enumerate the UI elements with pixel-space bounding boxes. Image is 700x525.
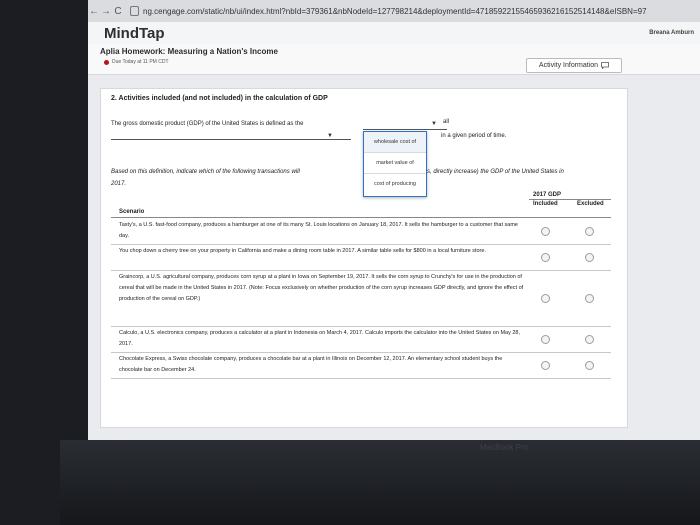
forward-button[interactable]: →: [101, 5, 111, 17]
definition-text: The gross domestic product (GDP) of the United States is defined as the: [111, 121, 304, 127]
scenario-text: Chocolate Express, a Swiss chocolate company, produces a chocolate bar at a plant in Illinois on December 12, 2017. An elementary school student buys the chocolate bar on December 24.: [119, 356, 503, 373]
instruction-year: 2017.: [111, 181, 127, 187]
blank-underline-2: [363, 129, 447, 130]
dropdown-option[interactable]: wholesale cost of: [364, 132, 426, 153]
back-button[interactable]: ←: [89, 5, 99, 17]
address-bar[interactable]: ng.cengage.com/static/nb/ui/index.html?nbId=379361&nbNodeId=127798214&deploymentId=47185922155465936216152514148&eISBN=97: [143, 6, 647, 16]
laptop-screen: [88, 0, 700, 440]
excluded-radio[interactable]: [585, 335, 594, 344]
dropdown-2-arrow[interactable]: ▼: [431, 121, 437, 127]
column-header-scenario: Scenario: [119, 209, 145, 215]
question-panel: [100, 88, 628, 428]
scenario-text: Tasty's, a U.S. fast-food company, produces a hamburger at one of its many St. Louis locations on January 18, 2017. It sells the hamburger to a customer that same day.: [119, 222, 518, 239]
instruction-text-end: s, directly increase) the GDP of the United States in: [427, 169, 564, 175]
table-row: [111, 218, 611, 245]
column-group-header: 2017 GDP: [533, 192, 562, 198]
homework-title: Aplia Homework: Measuring a Nation's Income: [100, 47, 278, 56]
included-radio[interactable]: [541, 361, 550, 370]
scenario-text: You chop down a cherry tree on your property in California and make a dining room table in 2017. A similar table sells for $800 in a local furniture store.: [119, 248, 486, 254]
dropdown-1-arrow[interactable]: ▼: [327, 133, 333, 139]
question-title: 2. Activities included (and not included) in the calculation of GDP: [111, 95, 328, 102]
user-name[interactable]: Breana Amburn: [649, 30, 694, 36]
due-status-icon: [104, 60, 109, 65]
activity-information-button[interactable]: [526, 58, 622, 73]
included-radio[interactable]: [541, 335, 550, 344]
scenario-text: Calculo, a U.S. electronics company, produces a calculator at a plant in Indonesia on March 4, 2017. Calculo imports the calculator into the United States on May 28, 2017.: [119, 330, 521, 347]
definition-text-end: in a given period of time.: [441, 133, 507, 139]
speech-bubble-icon: [601, 62, 609, 69]
excluded-radio[interactable]: [585, 361, 594, 370]
due-date-text: Due Today at 11 PM CDT: [112, 59, 169, 65]
activity-information-label: Activity Information: [538, 62, 599, 69]
included-radio[interactable]: [541, 253, 550, 262]
excluded-radio[interactable]: [585, 253, 594, 262]
included-radio[interactable]: [541, 227, 550, 236]
mindtap-logo[interactable]: MindTap: [104, 25, 165, 42]
table-row: [111, 326, 611, 353]
gdp-definition-dropdown[interactable]: [363, 131, 427, 197]
included-radio[interactable]: [541, 294, 550, 303]
table-row: [111, 352, 611, 379]
mindtap-header: [88, 22, 700, 45]
column-header-included: Included: [533, 201, 558, 207]
due-date: [104, 59, 169, 65]
laptop-model-label: MacBook Pro: [480, 443, 529, 452]
page-icon: [130, 6, 139, 16]
excluded-radio[interactable]: [585, 294, 594, 303]
browser-toolbar: [88, 0, 700, 23]
blank-underline: [111, 139, 351, 140]
header-divider: [529, 199, 611, 200]
homework-bar: [88, 44, 700, 75]
column-header-excluded: Excluded: [577, 201, 604, 207]
reload-button[interactable]: C: [114, 5, 122, 17]
instruction-text: Based on this definition, indicate which of the following transactions will: [111, 169, 300, 175]
scenario-text: Graincorp, a U.S. agricultural company, produces corn syrup at a plant in Iowa on September 19, 2017. It sells the corn syrup to Crunchy's for use in the production of cereal that will be made in the United States in 2017. (Note: Focus exclusively on whether production of the corn syrup increases GDP directly, and ignore the effect of production of the cereal on GDP.): [119, 274, 524, 302]
table-row: [111, 270, 611, 327]
excluded-radio[interactable]: [585, 227, 594, 236]
dropdown-option[interactable]: cost of producing: [374, 181, 416, 187]
dropdown-option[interactable]: market value of: [364, 153, 426, 174]
table-row: [111, 244, 611, 271]
laptop-bezel: [60, 440, 700, 525]
dropdown-2-fragment: all: [443, 119, 450, 125]
